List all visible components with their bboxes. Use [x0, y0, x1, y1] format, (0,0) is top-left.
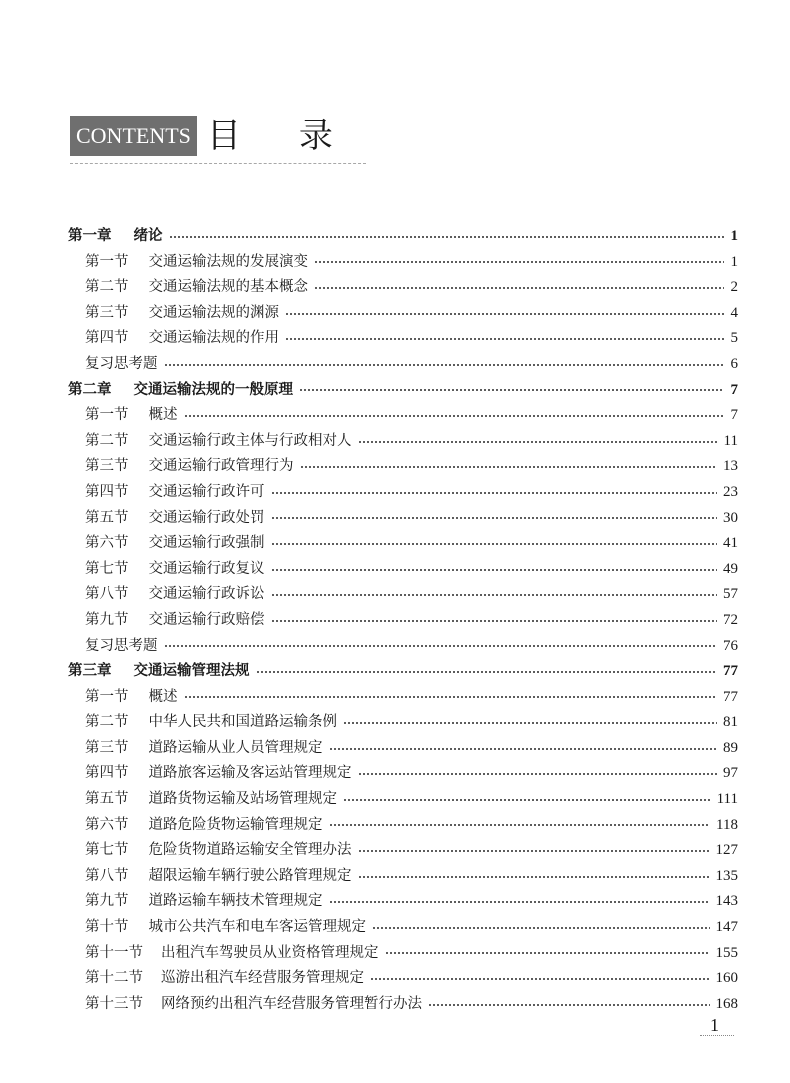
- toc-entry-page: 135: [715, 867, 738, 884]
- page-title: 目录: [206, 116, 391, 156]
- dot-leader: [329, 899, 710, 905]
- toc-entry-page: 127: [715, 842, 738, 859]
- toc-entry-title: 道路运输从业人员管理规定: [148, 739, 323, 756]
- toc-entry-number: 第八节: [85, 867, 129, 884]
- toc-entry-page: 143: [715, 893, 738, 910]
- toc-section-row[interactable]: [68, 889, 738, 915]
- toc-entry-title: 巡游出租汽车经营服务管理规定: [161, 970, 364, 987]
- toc-entry-title: 概述: [148, 688, 178, 705]
- toc-entry-number: 第七节: [85, 842, 129, 859]
- toc-entry-page: 89: [723, 739, 738, 756]
- toc-section-row[interactable]: [68, 941, 738, 967]
- dot-leader: [271, 592, 718, 598]
- toc-entry-page: 1: [730, 253, 738, 270]
- page-number-ornament: [700, 1035, 734, 1036]
- dot-leader: [184, 413, 725, 419]
- dot-leader: [300, 464, 718, 470]
- dot-leader: [314, 259, 724, 265]
- toc-chapter-row[interactable]: [68, 224, 738, 250]
- toc-section-row[interactable]: [68, 531, 738, 557]
- toc-review-row[interactable]: [68, 352, 738, 378]
- toc-entry-number: 第二节: [85, 279, 129, 296]
- toc-entry-title: 道路危险货物运输管理规定: [148, 816, 323, 833]
- toc-entry-title: 交通运输行政许可: [148, 483, 265, 500]
- toc-section-row[interactable]: [68, 710, 738, 736]
- toc-entry-title: 交通运输法规的发展演变: [148, 253, 308, 270]
- dot-leader: [164, 362, 725, 368]
- toc-header: [70, 116, 391, 156]
- toc-entry-title: 交通运输行政管理行为: [148, 458, 294, 475]
- toc-entry-page: 57: [723, 586, 738, 603]
- dot-leader: [428, 1002, 710, 1008]
- toc-entry-number: 第一节: [85, 253, 129, 270]
- toc-entry-title: 绪论: [133, 228, 163, 244]
- toc-entry-page: 7: [730, 381, 738, 398]
- toc-entry-page: 81: [723, 714, 738, 731]
- toc-entry-title: 交通运输法规的渊源: [148, 304, 279, 321]
- toc-entry-number: 第九节: [85, 611, 129, 628]
- toc-entry-page: 118: [716, 816, 738, 833]
- toc-entry-number: 第三节: [85, 458, 129, 475]
- toc-entry-title: 危险货物道路运输安全管理办法: [148, 842, 352, 859]
- dot-leader: [329, 746, 718, 752]
- toc-section-row[interactable]: [68, 915, 738, 941]
- toc-section-row[interactable]: [68, 992, 738, 1018]
- page-number: 1: [710, 1015, 719, 1035]
- dot-leader: [343, 720, 717, 726]
- toc-entry-number: 第八节: [85, 586, 129, 603]
- toc-section-row[interactable]: [68, 608, 738, 634]
- toc-section-row[interactable]: [68, 250, 738, 276]
- toc-entry-title: 道路旅客运输及客运站管理规定: [148, 765, 352, 782]
- toc-entry-page: 72: [723, 611, 738, 628]
- toc-entry-title: 交通运输法规的一般原理: [133, 381, 293, 398]
- toc-entry-number: 第二节: [85, 432, 129, 449]
- toc-entry-number: 第七节: [85, 560, 129, 577]
- toc-entry-title: 网络预约出租汽车经营服务管理暂行办法: [161, 995, 422, 1012]
- toc-entry-title: 复习思考题: [85, 637, 158, 654]
- toc-entry-page: 155: [715, 944, 738, 961]
- toc-entry-title: 交通运输行政复议: [148, 560, 265, 577]
- toc-entry-title: 交通运输行政诉讼: [148, 586, 265, 603]
- dot-leader: [358, 771, 718, 777]
- toc-section-row[interactable]: [68, 813, 738, 839]
- toc-section-row[interactable]: [68, 685, 738, 711]
- toc-section-row[interactable]: [68, 275, 738, 301]
- toc-entry-number: 第十三节: [85, 995, 143, 1012]
- toc-section-row[interactable]: [68, 557, 738, 583]
- toc-entry-page: 13: [723, 458, 738, 475]
- toc-entry-page: 23: [723, 483, 738, 500]
- toc-entry-number: 第十节: [85, 919, 129, 936]
- toc-entry-title: 道路运输车辆技术管理规定: [148, 893, 323, 910]
- toc-section-row[interactable]: [68, 761, 738, 787]
- toc-section-row[interactable]: [68, 480, 738, 506]
- dot-leader: [372, 925, 710, 931]
- dot-leader: [370, 976, 710, 982]
- toc-entry-title: 超限运输车辆行驶公路管理规定: [148, 867, 352, 884]
- toc-entry-number: 第十二节: [85, 970, 143, 987]
- dot-leader: [285, 311, 724, 317]
- toc-entry-page: 147: [715, 919, 738, 936]
- table-of-contents: [68, 224, 738, 1017]
- toc-entry-page: 2: [730, 279, 738, 296]
- toc-entry-page: 11: [723, 432, 738, 449]
- toc-entry-title: 交通运输行政强制: [148, 535, 265, 552]
- dot-leader: [271, 515, 718, 521]
- toc-entry-title: 交通运输行政赔偿: [148, 611, 265, 628]
- toc-entry-number: 第四节: [85, 330, 129, 347]
- toc-entry-page: 168: [715, 995, 738, 1012]
- toc-entry-number: 第六节: [85, 816, 129, 833]
- toc-entry-page: 160: [715, 970, 738, 987]
- toc-entry-page: 7: [730, 407, 738, 424]
- toc-section-row[interactable]: [68, 326, 738, 352]
- toc-entry-number: 第九节: [85, 893, 129, 910]
- dot-leader: [256, 669, 718, 675]
- toc-section-row[interactable]: [68, 582, 738, 608]
- toc-entry-number: 第二章: [68, 381, 112, 398]
- dot-leader: [314, 285, 724, 291]
- contents-label: CONTENTS: [70, 116, 197, 156]
- dot-leader: [271, 490, 718, 496]
- toc-section-row[interactable]: [68, 787, 738, 813]
- toc-entry-number: 第四节: [85, 483, 129, 500]
- toc-entry-number: 第六节: [85, 535, 129, 552]
- toc-entry-page: 77: [723, 688, 738, 705]
- toc-entry-page: 5: [730, 330, 738, 347]
- toc-entry-title: 中华人民共和国道路运输条例: [148, 714, 337, 731]
- toc-entry-page: 30: [723, 509, 738, 526]
- toc-entry-title: 复习思考题: [85, 355, 158, 372]
- dot-leader: [343, 797, 711, 803]
- toc-entry-page: 6: [730, 355, 738, 372]
- dot-leader: [385, 950, 710, 956]
- dot-leader: [285, 336, 724, 342]
- toc-entry-number: 第一节: [85, 688, 129, 705]
- toc-entry-number: 第三节: [85, 304, 129, 321]
- toc-entry-title: 交通运输法规的基本概念: [148, 279, 308, 296]
- toc-section-row[interactable]: [68, 403, 738, 429]
- toc-entry-title: 交通运输行政处罚: [148, 509, 265, 526]
- toc-section-row[interactable]: [68, 736, 738, 762]
- dot-leader: [329, 822, 711, 828]
- toc-entry-title: 交通运输管理法规: [133, 663, 250, 680]
- toc-entry-title: 城市公共汽车和电车客运管理规定: [148, 919, 366, 936]
- toc-section-row[interactable]: [68, 429, 738, 455]
- toc-section-row[interactable]: [68, 966, 738, 992]
- toc-entry-number: 第五节: [85, 791, 129, 808]
- toc-chapter-row[interactable]: [68, 659, 738, 685]
- dot-leader: [358, 874, 710, 880]
- toc-entry-page: 41: [723, 535, 738, 552]
- dot-leader: [271, 618, 718, 624]
- toc-entry-page: 77: [723, 663, 738, 680]
- toc-entry-title: 道路货物运输及站场管理规定: [148, 791, 337, 808]
- toc-entry-number: 第十一节: [85, 944, 143, 961]
- dot-leader: [169, 234, 725, 240]
- toc-entry-number: 第四节: [85, 765, 129, 782]
- toc-review-row[interactable]: [68, 634, 738, 660]
- dot-leader: [358, 848, 710, 854]
- dot-leader: [271, 567, 718, 573]
- dot-leader: [271, 541, 718, 547]
- dot-leader: [164, 643, 718, 649]
- toc-entry-page: 111: [716, 791, 738, 808]
- toc-entry-page: 1: [730, 228, 738, 244]
- dot-leader: [299, 387, 724, 393]
- toc-section-row[interactable]: [68, 864, 738, 890]
- toc-entry-page: 4: [730, 304, 738, 321]
- toc-entry-number: 第三节: [85, 739, 129, 756]
- toc-entry-title: 交通运输行政主体与行政相对人: [148, 432, 352, 449]
- toc-entry-number: 第一章: [68, 228, 112, 244]
- toc-entry-number: 第三章: [68, 663, 112, 680]
- toc-entry-page: 49: [723, 560, 738, 577]
- toc-entry-title: 概述: [148, 407, 178, 424]
- toc-entry-number: 第二节: [85, 714, 129, 731]
- toc-entry-title: 出租汽车驾驶员从业资格管理规定: [161, 944, 379, 961]
- toc-entry-title: 交通运输法规的作用: [148, 330, 279, 347]
- header-divider: [70, 163, 366, 164]
- toc-section-row[interactable]: [68, 454, 738, 480]
- toc-entry-page: 97: [723, 765, 738, 782]
- toc-entry-number: 第一节: [85, 407, 129, 424]
- toc-section-row[interactable]: [68, 838, 738, 864]
- toc-section-row[interactable]: [68, 506, 738, 532]
- toc-chapter-row[interactable]: [68, 378, 738, 404]
- toc-entry-number: 第五节: [85, 509, 129, 526]
- toc-section-row[interactable]: [68, 301, 738, 327]
- toc-entry-page: 76: [723, 637, 738, 654]
- dot-leader: [184, 694, 718, 700]
- dot-leader: [358, 439, 718, 445]
